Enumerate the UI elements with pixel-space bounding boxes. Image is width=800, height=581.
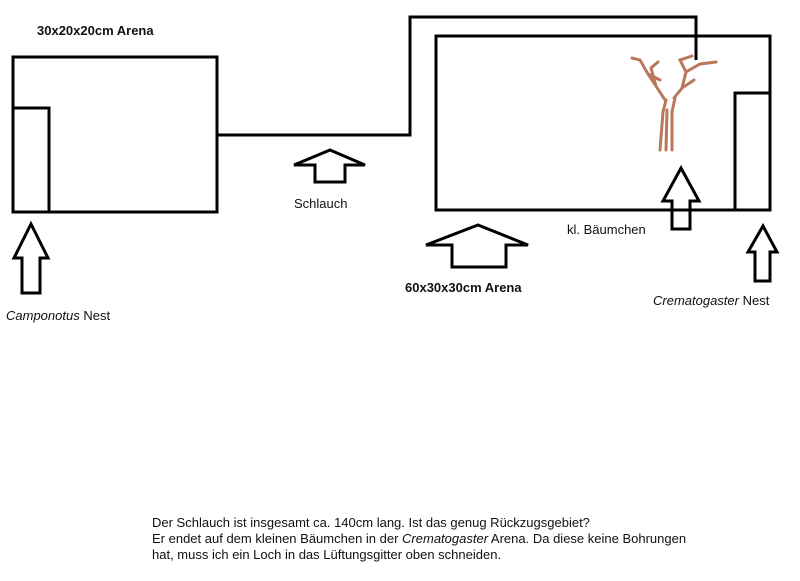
camponotus-arrow-icon xyxy=(14,224,48,293)
camponotus-nest xyxy=(13,108,49,212)
crematogaster-nest xyxy=(735,93,770,210)
caption-line-2-a: Er endet auf dem kleinen Bäumchen in der xyxy=(152,531,403,546)
large-arena-box xyxy=(436,36,770,210)
crematogaster-suffix: Nest xyxy=(738,293,770,308)
tube-label: Schlauch xyxy=(294,196,348,211)
camponotus-genus: Camponotus xyxy=(6,308,80,323)
caption-line-2-b: Arena. Da diese keine Bohrungen xyxy=(488,531,687,546)
caption-line-2 xyxy=(152,531,772,547)
small-arena-label: 30x20x20cm Arena xyxy=(37,23,154,38)
large-arena-label: 60x30x30cm Arena xyxy=(405,280,522,295)
tube-arrow-icon xyxy=(294,150,365,182)
camponotus-nest-label xyxy=(6,308,110,323)
caption-line-1: Der Schlauch ist insgesamt ca. 140cm lang. Ist das genug Rückzugsgebiet? xyxy=(152,515,590,530)
tree-arrow-icon xyxy=(663,168,699,229)
crematogaster-nest-label xyxy=(653,293,769,308)
caption-line-2-genus: Crematogaster xyxy=(402,531,489,546)
camponotus-suffix: Nest xyxy=(79,308,111,323)
crematogaster-genus: Crematogaster xyxy=(653,293,739,308)
caption-line-3: hat, muss ich ein Loch in das Lüftungsgitter oben schneiden. xyxy=(152,547,502,562)
crematogaster-arrow-icon xyxy=(748,226,777,281)
small-arena-box xyxy=(13,57,217,212)
caption xyxy=(152,515,772,563)
large-arena-arrow-icon xyxy=(426,225,528,267)
tree-label: kl. Bäumchen xyxy=(567,222,646,237)
tree-icon xyxy=(632,56,716,150)
